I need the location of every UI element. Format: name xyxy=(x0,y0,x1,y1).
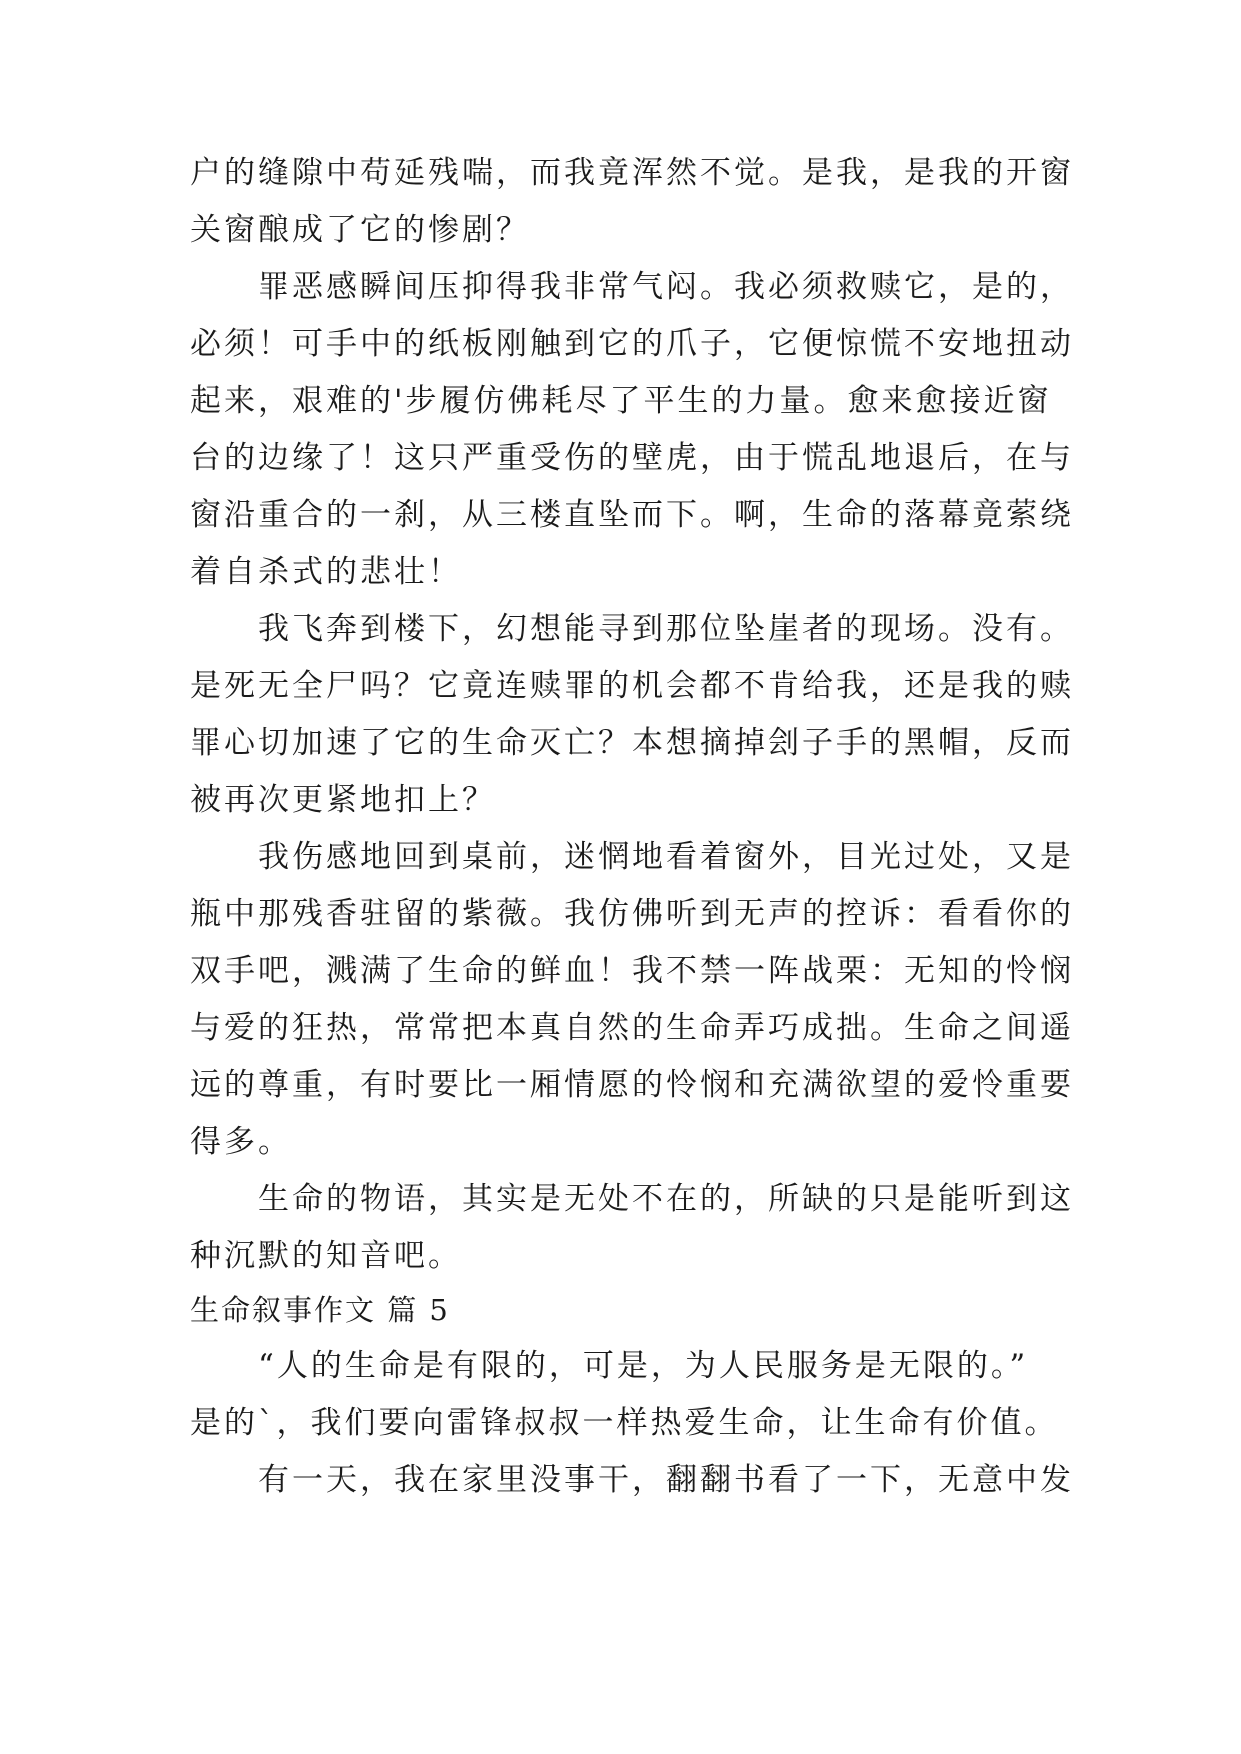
body-text-line: 被再次更紧地扣上？ xyxy=(190,782,496,818)
body-text-line: 得多。 xyxy=(190,1124,292,1160)
body-text-line: 我飞奔到楼下，幻想能寻到那位坠崖者的现场。没有。 xyxy=(190,611,1074,647)
body-text-line: 关窗酿成了它的惨剧？ xyxy=(190,212,530,248)
body-text-line: 罪恶感瞬间压抑得我非常气闷。我必须救赎它，是的， xyxy=(190,269,1074,305)
body-text-line: 生命的物语，其实是无处不在的，所缺的只是能听到这 xyxy=(190,1181,1074,1217)
section-heading: 生命叙事作文 篇 5 xyxy=(190,1293,450,1327)
body-text-line: 与爱的狂热，常常把本真自然的生命弄巧成拙。生命之间遥 xyxy=(190,1010,1074,1046)
body-text-line: “人的生命是有限的，可是，为人民服务是无限的。” xyxy=(190,1348,1029,1384)
body-text-line: 着自杀式的悲壮！ xyxy=(190,554,462,590)
body-text-line: 远的尊重，有时要比一厢情愿的怜悯和充满欲望的爱怜重要 xyxy=(190,1067,1074,1103)
body-text-line: 我伤感地回到桌前，迷惘地看着窗外，目光过处，又是 xyxy=(190,839,1074,875)
body-text-line: 台的边缘了！这只严重受伤的壁虎，由于慌乱地退后，在与 xyxy=(190,440,1074,476)
body-text-line: 双手吧，溅满了生命的鲜血！我不禁一阵战栗：无知的怜悯 xyxy=(190,953,1074,989)
body-text-line: 户的缝隙中苟延残喘，而我竟浑然不觉。是我，是我的开窗 xyxy=(190,155,1074,191)
body-text-line: 窗沿重合的一刹，从三楼直坠而下。啊，生命的落幕竟萦绕 xyxy=(190,497,1074,533)
body-text-line: 瓶中那残香驻留的紫薇。我仿佛听到无声的控诉：看看你的 xyxy=(190,896,1074,932)
body-text-line: 起来，艰难的'步履仿佛耗尽了平生的力量。愈来愈接近窗 xyxy=(190,383,1052,419)
body-text-line: 有一天，我在家里没事干，翻翻书看了一下，无意中发 xyxy=(190,1462,1074,1498)
body-text-line: 种沉默的知音吧。 xyxy=(190,1238,462,1274)
body-text-line: 是死无全尸吗？它竟连赎罪的机会都不肯给我，还是我的赎 xyxy=(190,668,1074,704)
body-text-line: 罪心切加速了它的生命灭亡？本想摘掉刽子手的黑帽，反而 xyxy=(190,725,1074,761)
body-text-line: 是的`，我们要向雷锋叔叔一样热爱生命，让生命有价值。 xyxy=(190,1405,1059,1441)
body-text-line: 必须！可手中的纸板刚触到它的爪子，它便惊慌不安地扭动 xyxy=(190,326,1074,362)
